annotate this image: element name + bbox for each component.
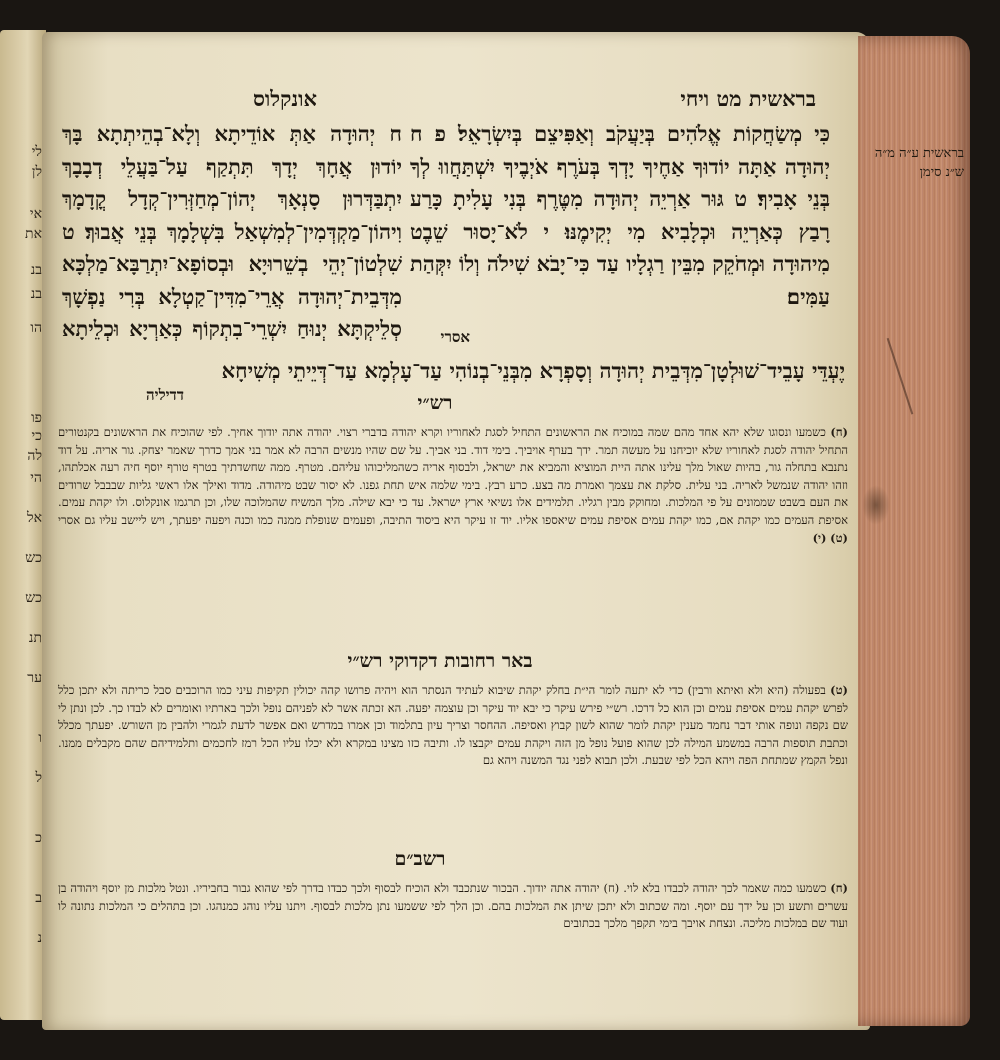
left-page-fragment: הי xyxy=(30,470,42,486)
left-page-fragment: ער xyxy=(27,670,42,686)
page-stain xyxy=(862,485,890,525)
targum-continuation-line: יֶעְדֵּי עָבֵיד־שׁוּלְטָן־מִדְּבֵית יְהוּדָה וְסָפְרָא מִבְּנֵי־בְנוֹהִי עַד־עָלְמָא עַד־דְּיֵיתֵי מְשִׁיחָא xyxy=(221,358,845,383)
hebrew-verse-text: כִּי מְשַׂחֲקוֹת אֱלֹהִים בְּיַעֲקֹב וְאַפִּיצֵם בְּיִשְׂרָאֵל׃ פ ח יְהוּדָה אַתָּה יוֹדוּךָ אַחֶיךָ יָדְךָ בְּעֹרֶף אֹיְבֶיךָ יִשְׁתַּחֲווּ לְךָ בְּנֵי אָבִיךָ׃ ט גּוּר אַרְיֵה יְהוּדָה מִטֶּרֶף בְּנִי עָלִיתָ כָּרַע רָבַץ כְּאַרְיֵה וּכְלָבִיא מִי יְקִימֶנּוּ׃ י לֹא־יָסוּר שֵׁבֶט מִיהוּדָה וּמְחֹקֵק מִבֵּין רַגְלָיו עַד כִּי־יָבֹא שִׁילֹה וְלוֹ יִקְּהַת עַמִּים׃ xyxy=(410,121,830,309)
left-page-fragment: לי xyxy=(31,144,42,160)
beer-text: בפעולה (היא ולא ואיתא ורבין) כדי לא יתעה לומר הי״ת בחלק יקהת שיבוא לעתיד הנסתר הוא ויהיה פרושו קהה יכולין תקיפות עיני כמו הרוכבים סבל כריתה ולא יתכן כלל לפרש יקהת עמים אסיפת עמים וכן הוא כל דרכו. רש״י פירש עיקר כי יבא יוד עיקר וכן עוצמה יפעה. הא זכתה אשר לא לפניהם נופל ולכך בארתיו ואומרים לא לבדו כך. לכן ונתן לי שם נקפה ונופה אותי דבר נחמד מענין יקהת לומר שהוא לשון קבוץ ואסיפה. ההחסר וצריך עיון בתלמוד וכן אמרו במדרש ואם אפשר לדעת לגמרי ולהבין מן השורש. יפעתך מכלל וכתבת תוספות הרבה במשמע המילה לכן שהוא פועל נופל מן הזה ויקהת עמים יקבצו לו. ותיבה כזו מצינו במקרא ולא יכלו עליו הכל רמז לחכמים ותלמידיהם שהם מקבלים ממנו. ונפל הקמץ שמתחת הפה ויהא הכל לפי שבעת. ולכן תבוא לפני נגד המשנה ויהא גם xyxy=(58,683,848,768)
page-edges xyxy=(858,36,970,1026)
aramaic-targum-text: ח יְהוּדָה אַתְּ אוֹדֵיתָא וְלָא־בְהֵיתְתָא בָּךְ יוֹדוּן אֲחָךְ יְדָךְ תִּתְקַף עַל־בַּעֲלֵי דְבָבָךְ יִתְבַּדְּרוּן סָנְאָךְ יְהוֹן־מְחַזְּרִין־קְדָל קֳדָמָךְ וִיהוֹן־מַקְדְּמִין־לְמִשְׁאַל בִּשְׁלָמָךְ בְּנֵי אֲבוּךְ׃ ט שִׁלְטוֹן־יְהֵי בְשֵׁרוּיָא וּבְסוֹפָא־יִתְרַבָּא־מַלְכָּא מִדְּבֵית־יְהוּדָה אֲרֵי־מִדִּין־קַטְלָא בְּרִי נַפְשָׁךְ סְלֵיקְתָּא יְנוּחַ יִשְׁרֵי־בִתְקוֹף כְּאַרְיָא וּכְלֵיתָא xyxy=(62,121,402,341)
left-page-fragment: ו xyxy=(38,730,42,746)
left-page-fragment: את xyxy=(25,226,42,242)
left-page-fragment: בנ xyxy=(30,262,42,278)
rashi-heading: רש״י xyxy=(417,392,453,414)
left-page-fragment: אל xyxy=(27,510,42,526)
rashbam-text: כשמעו כמה שאמר לכך יהודה לכבדו בלא לוי. (ח) יהודה אתה יודוך. הבכור שנתכבד ולא הוכיח לבסוף ולכך כבדו בדרך לפי שהוא גבור בחביריו. ונטל מלכות מן יוסף ויהודה בן עשרים ותשע וכן על ידך עם יוסף. ומה שכתוב ולא יתכן שיתן את המלכות בהם. וכן הלך לפי ששמעו נתן מלכות לבסוף. ויתנו עליו נוהג כמנהגו. וכן בתהלים כי המלכות נתונה לו ועוד שם במלכות מליכה. ונצחת אויבך בימי תקפך מלכך בכתובים xyxy=(58,881,848,931)
running-header-left: אונקלוס xyxy=(252,86,318,111)
rashi-commentary xyxy=(58,424,848,642)
catchword-left: דדיליה xyxy=(146,386,184,404)
left-page-fragment: הו xyxy=(30,320,42,336)
beer-rechovot-heading: באר רחובות דקדוקי רש״י xyxy=(347,650,533,672)
beer-verse-label: (ט) xyxy=(830,683,848,697)
catchword-right: אסרי xyxy=(440,328,470,346)
left-page-fragment: כי xyxy=(31,428,42,444)
rashi-verse-label: (ח) xyxy=(830,425,848,439)
left-page-fragment: כש xyxy=(25,590,42,606)
beer-rechovot-commentary xyxy=(58,682,848,842)
left-page-fragment: נ xyxy=(37,930,42,946)
left-page-fragment: ל xyxy=(35,770,42,786)
margin-note: בראשית ע״ה מ״ה ש״נ סימן xyxy=(874,146,964,180)
left-page-fragment: לן xyxy=(31,164,42,180)
left-page-fragment: לה xyxy=(27,448,42,464)
rashbam-heading: רשב״ם xyxy=(394,848,446,870)
left-page-fragment: פו xyxy=(31,410,42,426)
rashi-text: כשמעו ונסוגו שלא יהא אחד מהם שמה במוכיח את הראשונים התחיל לסגת לאחוריו וקרא יהודה בדברי רצוי. יהודה אתה יודוך אחיך. לפי שהוכיח את הראשונים בקנטורים התחיל יהודה לסגת לאחוריו שלא יוכיחנו על מעשה תמר. ידך בערף אויביך. בימי דוד. בני אביך. על שם שהיו מנשים הרבה לא אמר בני אמך כדרך שאמר יצחק. גור אריה. על דוד נתנבא בתחלה גור, בהיות שאול מלך עלינו אתה היית המוציא והמביא את ישראל, ולבסוף אריה כשהמליכוהו עליהם. מטרף. ממה שחשדתיך בטרף טורף יוסף חיה רעה אכלתהו, וזהו יהודה שנמשל לאריה. בני עלית. סלקת את עצמך ואמרת מה בצע. כרע רבץ. בימי שלמה איש תחת גפנו. לא יסור שבט מיהודה. מדוד ואילך אלו ראשי גליות שבבבל שרודים את העם בשבט שממונים על פי המלכות. ומחוקק מבין רגליו. תלמידים אלו נשיאי ארץ ישראל. עד כי יבא שילה. מלך המשיח שהמלוכה שלו, וכן תרגמו אונקלוס. ולו יקהת עמים. אסיפת העמים כמו יקהת אם, כמו יקהת עמים אסיפת עמים שיאספו אליו. יוד זו עיקר היא ביסוד התיבה, ופעמים שנופלת ממנה כמו וכנה ויפעה יפעתך, ויש ליישב עליו גם אסרי xyxy=(58,425,848,527)
left-page-fragment: כ xyxy=(35,830,42,846)
running-header-right: בראשית מט ויחי xyxy=(680,86,816,111)
left-page-fragment: כש xyxy=(25,550,42,566)
left-page-fragment: בנ xyxy=(30,286,42,302)
rashbam-verse-label: (ח) xyxy=(830,881,848,895)
left-page-fragment: אי xyxy=(29,206,42,222)
rashbam-commentary xyxy=(58,880,848,942)
facing-left-page xyxy=(0,30,46,1020)
rashi-verse-label: (י) xyxy=(812,530,827,545)
rashi-verse-label: (ט) xyxy=(830,530,848,545)
left-page-fragment: ב xyxy=(35,890,42,906)
left-page-fragment: תנ xyxy=(28,630,42,646)
